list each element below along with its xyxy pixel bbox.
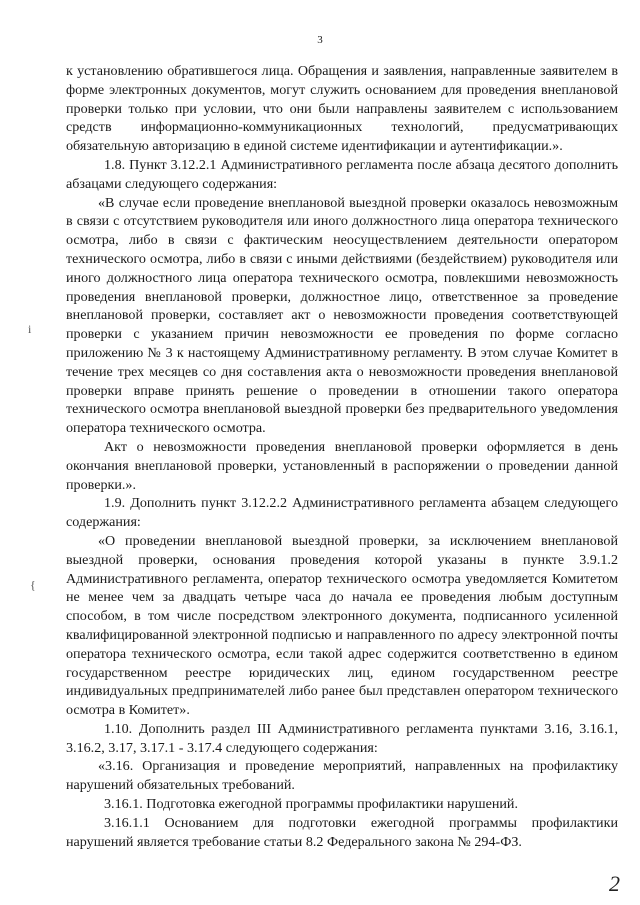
paragraph-continuation: к установлению обратившегося лица. Обращения и заявления, направленные заявителем в форме электронных документов, могут служить основанием для проведения внеплановой проверки только при условии, что они были направлены заявителем с использованием средств информационно-коммуникационных технологий, предусматривающих обязательную авторизацию в единой системе идентификации и аутентификации.».	[66, 63, 618, 155]
paragraph-1-8: 1.8. Пункт 3.12.2.1 Административного регламента после абзаца десятого дополнить абзацами следующего содержания:	[66, 156, 618, 192]
paragraph-3-16: «3.16. Организация и проведение мероприятий, направленных на профилактику нарушений обязательных требований.	[66, 758, 618, 794]
document-body	[66, 62, 618, 851]
paragraph-1-9: 1.9. Дополнить пункт 3.12.2.2 Административного регламента абзацем следующего содержания:	[66, 495, 618, 531]
paragraph-quote-1: «В случае если проведение внеплановой выездной проверки оказалось невозможным в связи с отсутствием руководителя или иного должностного лица оператора технического осмотра, либо в связи с фактическим неосуществлением деятельности оператором технического осмотра, либо в связи с иными действиями (бездействием) руководителя или иного должностного лица оператора технического осмотра, повлекшими невозможность проведения внеплановой проверки, должностное лицо, ответственное за проведение внеплановой проверки, составляет акт о невозможности проведения соответствующей проверки с указанием причин невозможности ее проведения по форме согласно приложению № 3 к настоящему Административному регламенту. В этом случае Комитет в течение трех месяцев со дня составления акта о невозможности проведения внеплановой проверки вправе принять решение о проведении в отношении такого оператора технического осмотра внеплановой выездной проверки без предварительного уведомления оператора технического осмотра.	[66, 194, 618, 437]
margin-mark: {	[30, 578, 36, 592]
paragraph-3-16-1: 3.16.1. Подготовка ежегодной программы профилактики нарушений.	[104, 796, 518, 813]
paragraph-quote-2: «О проведении внеплановой выездной проверки, за исключением внеплановой выездной проверки, основания проведения которой указаны в пункте 3.9.1.2 Административного регламента, оператор технического осмотра уведомляется Комитетом не менее чем за двадцать четыре часа до начала ее проведения любым доступным способом, в том числе посредством электронного документа, подписанного усиленной квалифицированной электронной подписью и направленного по адресу электронной почты оператора технического осмотра, если такой адрес содержится соответственно в едином государственном реестре юридических лиц, едином государственном реестре индивидуальных предпринимателей либо ранее был представлен оператором технического осмотра в Комитет».	[66, 532, 618, 719]
page-number: 3	[317, 34, 323, 46]
corner-page-mark: 2	[609, 871, 620, 896]
paragraph-act: Акт о невозможности проведения внеплановой проверки оформляется в день окончания внеплановой проверки, установленный в распоряжении о проведении данной проверки.».	[66, 438, 618, 493]
margin-mark: i	[28, 322, 32, 336]
paragraph-1-10: 1.10. Дополнить раздел III Административного регламента пунктами 3.16, 3.16.1, 3.16.2, 3.17, 3.17.1 - 3.17.4 следующего содержания:	[66, 720, 618, 756]
paragraph-3-16-1-1: 3.16.1.1 Основанием для подготовки ежегодной программы профилактики нарушений является требование статьи 8.2 Федерального закона № 294-ФЗ.	[66, 814, 618, 850]
